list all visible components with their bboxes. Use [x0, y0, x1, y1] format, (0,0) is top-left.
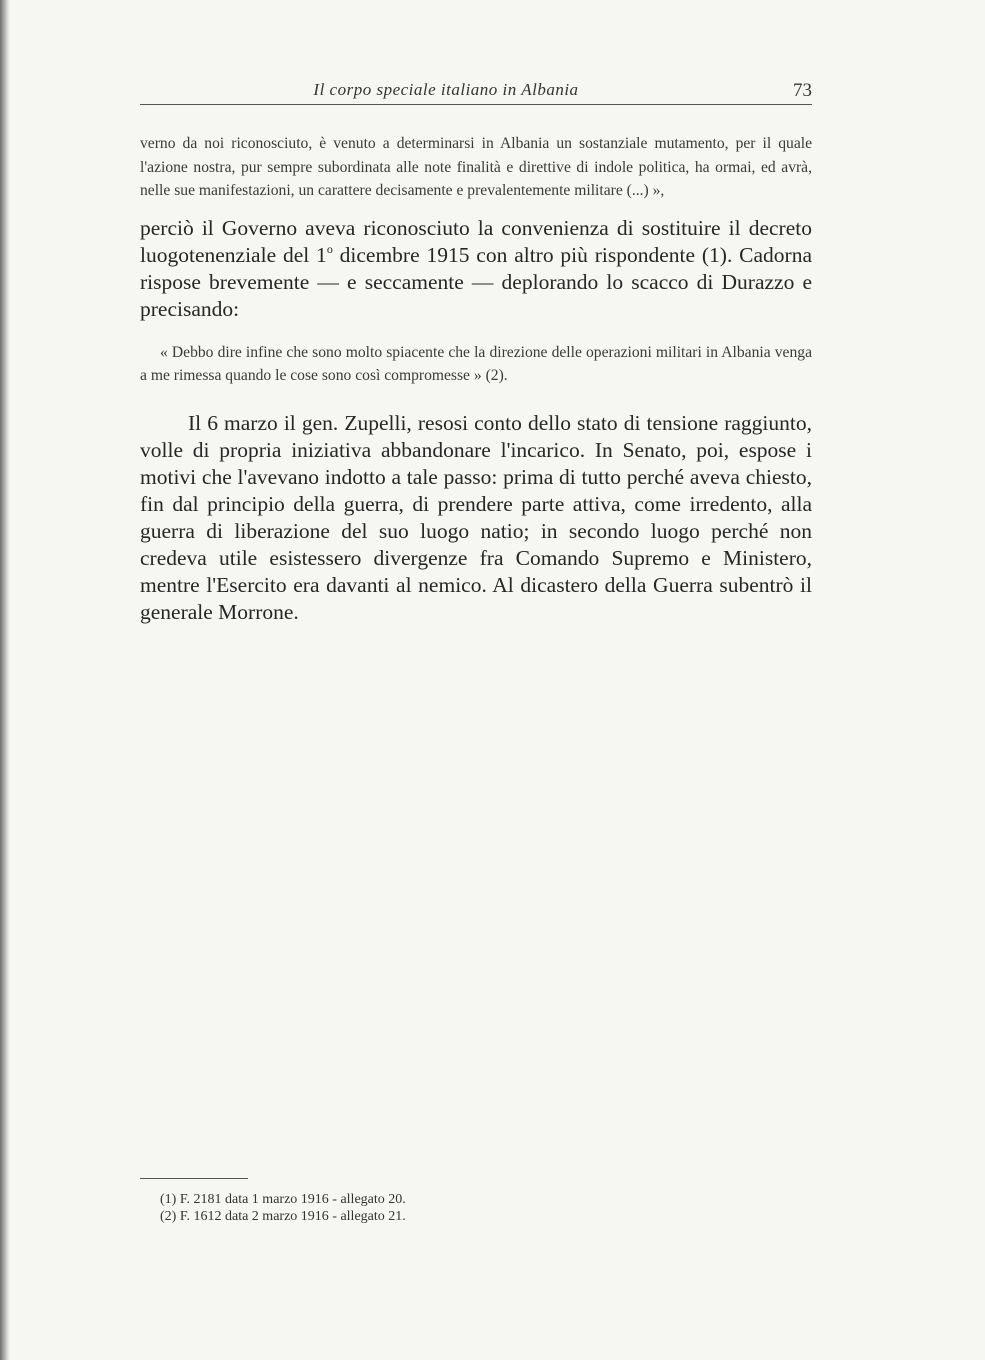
footnote-2: (2) F. 1612 data 2 marzo 1916 - allegato 21. [160, 1209, 406, 1224]
page-header [140, 70, 812, 110]
body-paragraph-1 [140, 215, 812, 323]
body-paragraph-2: Il 6 marzo il gen. Zupelli, resosi conto dello stato di tensione raggiunto, volle di propria iniziativa abbandonare l'incarico. In Senato, poi, espose i motivi che l'avevano indotto a tale passo: prima di tutto perché aveva chiesto, fin dal principio della guerra, di prendere parte attiva, come irredento, alla guerra di liberazione del suo luogo natio; in secondo luogo perché non credeva utile esistessero divergenze fra Comando Supremo e Ministero, mentre l'Esercito era davanti al nemico. Al dicastero della Guerra subentrò il generale Morrone. [140, 410, 812, 624]
paragraph-1-text-start: perciò il Governo aveva riconosciuto la convenienza di sostituire il decreto luogotenenziale del 1 [140, 215, 812, 267]
running-title: Il corpo speciale italiano in Albania [313, 80, 579, 99]
footnote-1: (1) F. 2181 data 1 marzo 1916 - allegato 20. [160, 1192, 406, 1207]
page-binding-edge [0, 0, 10, 1360]
page-content [140, 70, 812, 626]
header-rule [140, 104, 812, 105]
quotation-continued: verno da noi riconosciuto, è venuto a determinarsi in Albania un sostanziale mutamento, per il quale l'azione nostra, pur sempre subordinata alle note finalità e direttive di indole politica, ha ormai, ed avrà, nelle sue manifestazioni, un carattere decisamente e prevalentemente militare (...) », [140, 135, 812, 199]
footnotes [140, 1178, 812, 1225]
ordinal-superscript: o [326, 241, 333, 256]
paragraph-1-text-end: dicembre 1915 con altro più rispondente (1). Cadorna rispose brevemente — e seccamente — deplorando lo scacco di Durazzo e precisando: [140, 242, 813, 321]
page-number: 73 [793, 80, 812, 101]
footnote-rule [140, 1178, 248, 1179]
cadorna-quotation: « Debbo dire infine che sono molto spiacente che la direzione delle operazioni militari in Albania venga a me rimessa quando le cose sono così compromesse » (2). [140, 343, 812, 384]
